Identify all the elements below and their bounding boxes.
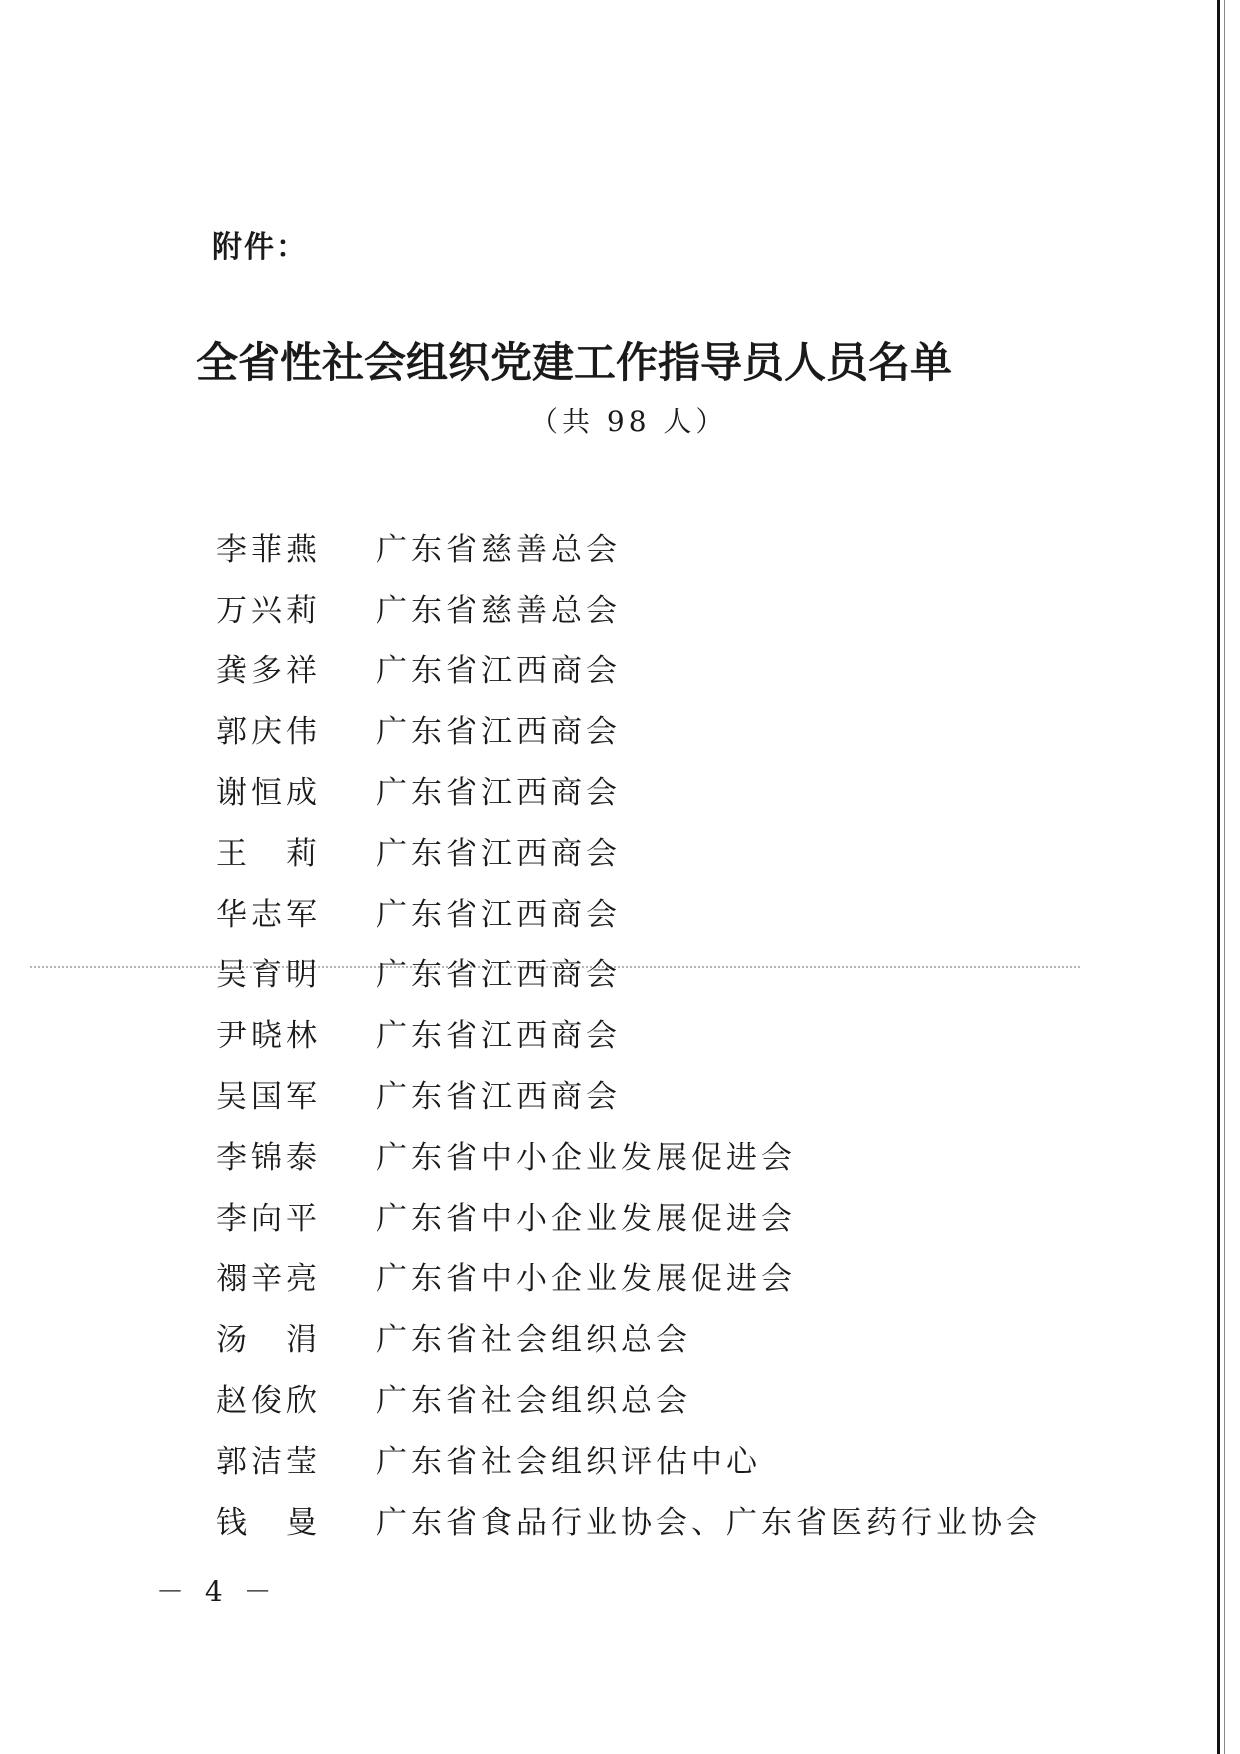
roster-row — [216, 1002, 1116, 1063]
person-name: 尹晓林 — [216, 1018, 321, 1055]
person-organization: 广东省社会组织评估中心 — [376, 1443, 761, 1480]
person-name: 禤辛亮 — [216, 1261, 321, 1298]
roster-row — [216, 942, 1116, 1003]
person-name: 赵俊欣 — [216, 1383, 321, 1420]
roster-row — [216, 1428, 1116, 1489]
roster-row — [216, 1185, 1116, 1246]
person-organization: 广东省江西商会 — [376, 957, 621, 994]
person-name: 李菲燕 — [216, 531, 321, 568]
person-organization: 广东省江西商会 — [376, 1079, 621, 1116]
person-name: 谢恒成 — [216, 775, 321, 812]
roster-row — [216, 1367, 1116, 1428]
attachment-label: 附件： — [212, 230, 308, 265]
person-name: 汤 涓 — [216, 1322, 321, 1359]
roster-row — [216, 1124, 1116, 1185]
person-organization: 广东省中小企业发展促进会 — [376, 1200, 796, 1237]
roster-row — [216, 759, 1116, 820]
person-organization: 广东省江西商会 — [376, 896, 621, 933]
person-name: 郭洁莹 — [216, 1443, 321, 1480]
roster-row — [216, 516, 1116, 577]
person-name: 李锦泰 — [216, 1139, 321, 1176]
roster-row — [216, 820, 1116, 881]
person-name: 华志军 — [216, 896, 321, 933]
roster-row — [216, 577, 1116, 638]
person-organization: 广东省江西商会 — [376, 775, 621, 812]
document-title: 全省性社会组织党建工作指导员人员名单 — [196, 338, 953, 387]
person-organization: 广东省中小企业发展促进会 — [376, 1261, 796, 1298]
page-edge-border-thin — [1224, 0, 1225, 1754]
person-organization: 广东省中小企业发展促进会 — [376, 1139, 796, 1176]
roster-row — [216, 638, 1116, 699]
roster-row — [216, 1306, 1116, 1367]
person-organization: 广东省社会组织总会 — [376, 1383, 691, 1420]
person-name: 吴国军 — [216, 1079, 321, 1116]
person-organization: 广东省社会组织总会 — [376, 1322, 691, 1359]
person-organization: 广东省慈善总会 — [376, 531, 621, 568]
page-edge-border — [1217, 0, 1220, 1754]
person-name: 龚多祥 — [216, 653, 321, 690]
person-name: 吴育明 — [216, 957, 321, 994]
person-organization: 广东省食品行业协会、广东省医药行业协会 — [376, 1504, 1041, 1541]
person-name: 万兴莉 — [216, 592, 321, 629]
person-organization: 广东省慈善总会 — [376, 592, 621, 629]
document-subtitle: （共 98 人） — [530, 405, 728, 438]
person-organization: 广东省江西商会 — [376, 653, 621, 690]
person-name: 王 莉 — [216, 835, 321, 872]
roster-row — [216, 881, 1116, 942]
roster-list — [216, 516, 1116, 1550]
person-name: 郭庆伟 — [216, 714, 321, 751]
person-organization: 广东省江西商会 — [376, 1018, 621, 1055]
page-number: － 4 － — [156, 1575, 278, 1608]
person-organization: 广东省江西商会 — [376, 835, 621, 872]
person-organization: 广东省江西商会 — [376, 714, 621, 751]
roster-row — [216, 1063, 1116, 1124]
roster-row — [216, 698, 1116, 759]
person-name: 李向平 — [216, 1200, 321, 1237]
roster-row — [216, 1246, 1116, 1307]
roster-row — [216, 1489, 1116, 1550]
person-name: 钱 曼 — [216, 1504, 321, 1541]
